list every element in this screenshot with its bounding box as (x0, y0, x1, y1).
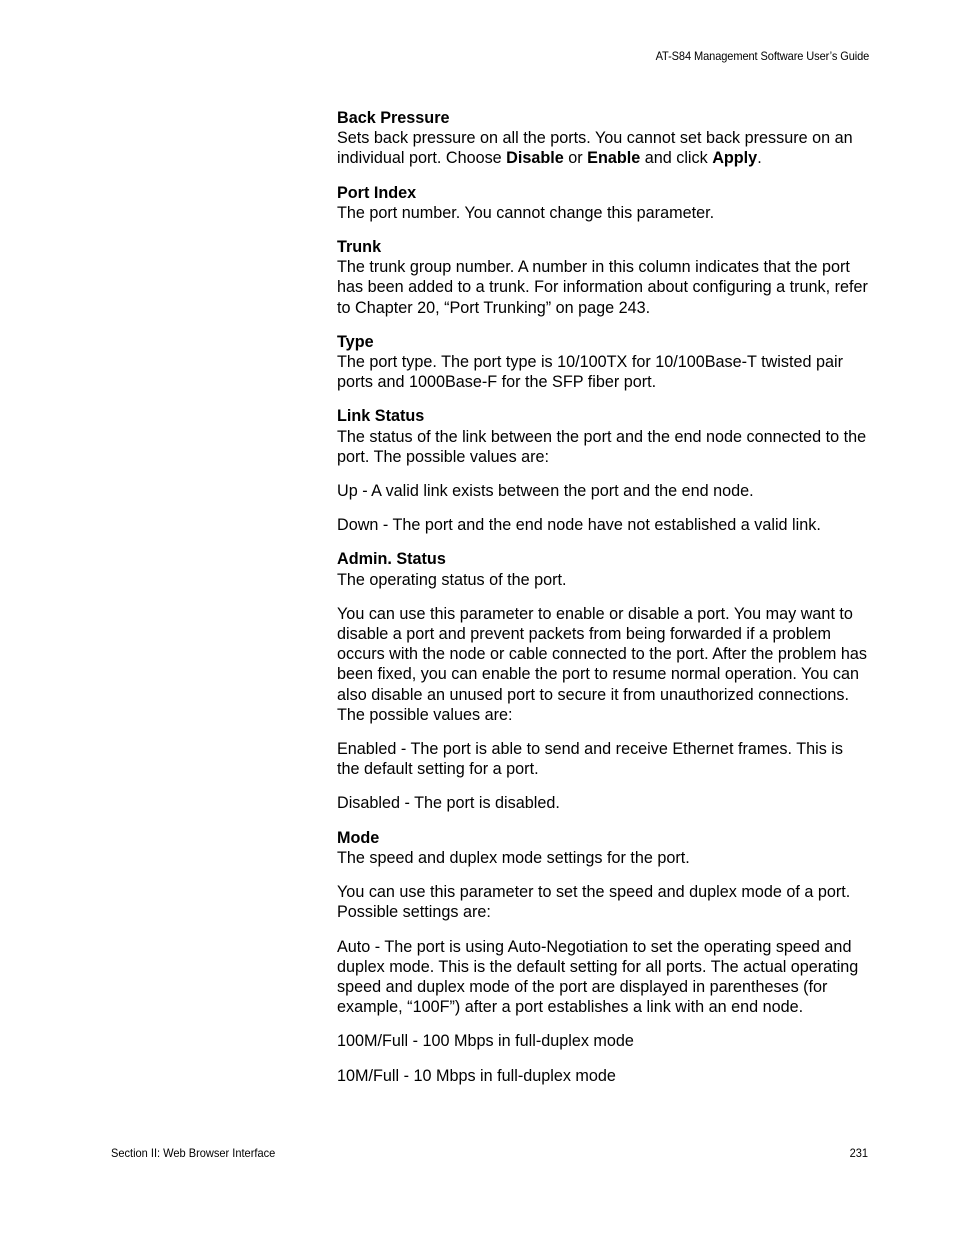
desc-text: and click (640, 149, 713, 168)
desc-type: The port type. The port type is 10/100TX for 10/100Base-T twisted pair ports and 1000Base-F for the SFP fiber port. (337, 353, 843, 392)
section-back-pressure (337, 108, 869, 169)
value-100m-full: 100M/Full - 100 Mbps in full-duplex mode (337, 1032, 634, 1051)
term-trunk: Trunk (337, 238, 382, 257)
value-10m-full: 10M/Full - 10 Mbps in full-duplex mode (337, 1066, 616, 1085)
value-disabled: Disabled - The port is disabled. (337, 794, 560, 813)
term-admin-status: Admin. Status (337, 550, 446, 569)
running-header: AT-S84 Management Software User’s Guide (655, 49, 869, 63)
term-link-status: Link Status (337, 407, 425, 426)
section-port-index (337, 183, 869, 223)
desc-port-index: The port number. You cannot change this parameter. (337, 203, 715, 222)
value-up: Up - A valid link exists between the port and the end node. (337, 482, 754, 501)
term-mode: Mode (337, 828, 380, 847)
desc-trunk: The trunk group number. A number in this column indicates that the port has been added to a trunk. For information about configuring a trunk, refer to Chapter 20, “Port Trunking” on page 243. (337, 258, 868, 317)
section-type (337, 332, 869, 393)
value-auto: Auto - The port is using Auto-Negotiation to set the operating speed and duplex mode. This is the default setting for all ports. The actual operating speed and duplex mode of the port are displayed in parentheses (for example, “100F”) after a port establishes a link with an end node. (337, 937, 859, 1017)
desc-admin-status: The operating status of the port. (337, 570, 567, 589)
term-back-pressure: Back Pressure (337, 109, 450, 127)
term-port-index: Port Index (337, 183, 417, 202)
bold-disable: Disable (506, 149, 564, 168)
section-admin-status (337, 549, 869, 813)
section-link-status (337, 406, 869, 535)
desc-link-status: The status of the link between the port and the end node connected to the port. The possible values are: (337, 427, 867, 466)
desc-text: or (563, 149, 588, 168)
desc-mode-detail: You can use this parameter to set the speed and duplex mode of a port. Possible settings are: (337, 883, 851, 922)
desc-mode: The speed and duplex mode settings for the port. (337, 848, 690, 867)
desc-back-pressure (337, 128, 869, 168)
page-content (337, 108, 869, 1100)
term-type: Type (337, 332, 374, 351)
section-trunk (337, 237, 869, 318)
bold-enable: Enable (587, 149, 641, 168)
desc-text: Sets back pressure on all the ports. You cannot set back pressure on an individual port. Choose (337, 129, 853, 168)
value-enabled: Enabled - The port is able to send and receive Ethernet frames. This is the default setting for a port. (337, 740, 843, 779)
desc-text: . (757, 149, 762, 168)
bold-apply: Apply (712, 149, 758, 168)
desc-admin-status-detail: You can use this parameter to enable or disable a port. You may want to disable a port and prevent packets from being forwarded if a problem occurs with the node or cable connected to the port. After the problem has been fixed, you can enable the port to resume normal operation. You can also disable an unused port to secure it from unauthorized connections. The possible values are: (337, 604, 868, 724)
value-down: Down - The port and the end node have not established a valid link. (337, 516, 821, 535)
footer-section: Section II: Web Browser Interface (111, 1146, 276, 1160)
page-number: 231 (849, 1146, 868, 1160)
section-mode (337, 828, 869, 1086)
